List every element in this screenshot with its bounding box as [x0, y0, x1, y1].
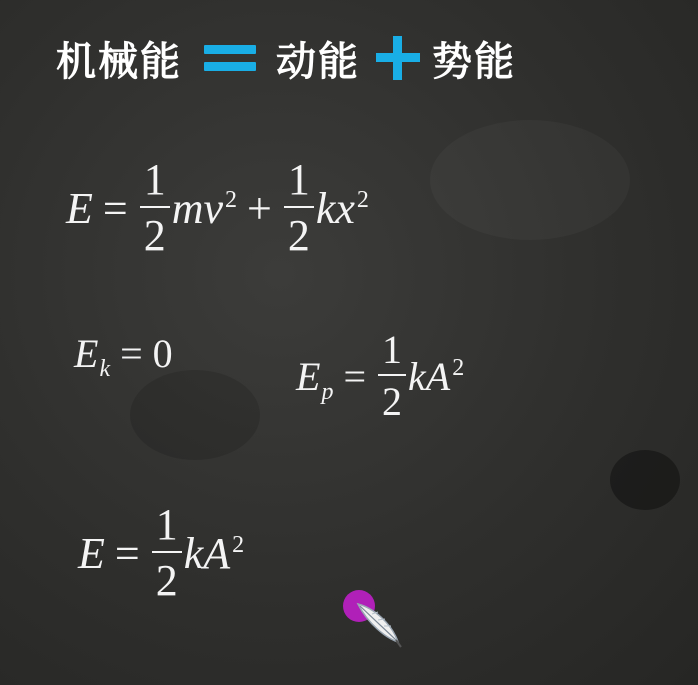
plus-symbol: + [247, 183, 272, 233]
amplitude-term [184, 528, 244, 579]
fraction-denominator: 2 [287, 211, 310, 260]
kinetic-term-base: mv [171, 183, 224, 233]
fraction-numerator: 1 [287, 155, 310, 204]
energy-symbol: E [66, 183, 93, 233]
ep-base: E [296, 353, 321, 399]
chalk-smudge [130, 370, 260, 460]
kinetic-energy-symbol [74, 330, 111, 382]
equals-symbol: = [343, 353, 366, 399]
amplitude-term-exponent: 2 [232, 531, 245, 558]
kinetic-term [172, 183, 237, 234]
ep-subscript: p [321, 378, 334, 405]
fraction-numerator: 1 [155, 500, 178, 549]
plus-sign-icon [376, 36, 420, 80]
energy-symbol: E [78, 528, 105, 578]
amplitude-term [408, 353, 464, 400]
fraction-denominator: 2 [143, 211, 166, 260]
fraction-one-half [140, 155, 170, 260]
fraction-denominator: 2 [382, 379, 402, 424]
energy-equation-title [56, 28, 516, 88]
potential-energy-label: 势能 [432, 38, 516, 85]
fraction-one-half [152, 500, 182, 605]
amplitude-term-base: kA [408, 353, 451, 399]
kinetic-energy-label: 动能 [276, 38, 360, 85]
equals-symbol: = [120, 331, 143, 376]
equals-sign-icon [204, 43, 256, 73]
ek-value: 0 [152, 331, 173, 376]
fraction-one-half [378, 327, 406, 424]
fraction-numerator: 1 [382, 327, 402, 372]
ek-base: E [74, 331, 99, 376]
kinetic-energy-zero-formula [74, 330, 173, 382]
potential-term-base: kx [315, 183, 355, 233]
equals-symbol: = [114, 528, 140, 578]
amplitude-term-base: kA [183, 528, 231, 578]
potential-energy-symbol [296, 353, 334, 405]
mechanical-energy-label: 机械能 [56, 38, 182, 85]
fraction-numerator: 1 [143, 155, 166, 204]
total-energy-formula [66, 155, 369, 260]
equals-symbol: = [102, 183, 128, 233]
kinetic-term-exponent: 2 [225, 186, 238, 213]
potential-term [316, 183, 369, 234]
total-energy-amplitude-formula [78, 500, 245, 605]
fraction-denominator: 2 [155, 556, 178, 605]
fraction-one-half [284, 155, 314, 260]
chalk-smudge [430, 120, 630, 240]
potential-term-exponent: 2 [356, 186, 369, 213]
amplitude-term-exponent: 2 [452, 355, 465, 382]
potential-energy-max-formula [296, 327, 465, 424]
chalk-smudge [610, 450, 680, 510]
quill-pen-icon [352, 598, 404, 650]
ek-subscript: k [99, 356, 111, 382]
